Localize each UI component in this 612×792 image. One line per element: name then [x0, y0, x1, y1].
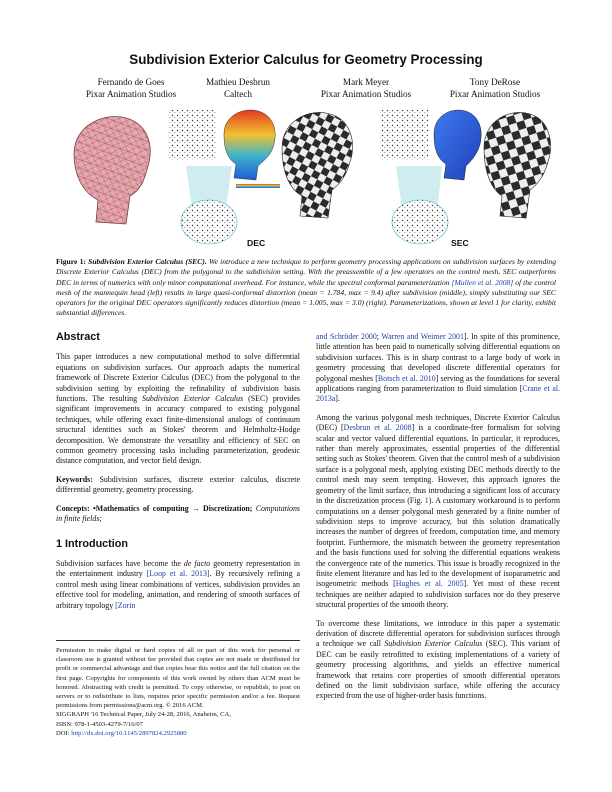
paragraph	[316, 619, 560, 702]
introduction-text	[56, 559, 300, 611]
caption-citation-link[interactable]: [Mullen et al. 2008]	[451, 277, 514, 287]
intro-text-part: . By recursively refining a control mesh using linear combinations of vertices, subdivision provides an effective tool for modeling, animation, and rendering of smooth surfaces of arbitrary topology	[56, 569, 300, 610]
intro-text-part: Subdivision surfaces have become the	[56, 558, 184, 568]
figure-label-sec: SEC	[451, 238, 469, 248]
keywords	[56, 475, 300, 496]
abstract-text-part: (SEC) provides significant improvements in accuracy compared to existing polygonal techniques, while offering exact finite-dimensional analogs of continuum structural identities such as Stokes' theorem and Helmholtz-Hodge decomposition. We demonstrate the versatility and efficiency of SEC on common geometry processing tasks including parameterization, geodesic distance computation, and vector field design.	[56, 394, 300, 466]
isbn-line: ISBN: 978-1-4503-4279-7/16/07	[56, 720, 143, 728]
paragraph-text: Among the various polygonal mesh techniques, Discrete Exterior Calculus (DEC) [	[316, 412, 560, 433]
caption-text: of the control mesh of the mannequin head (left) results in large quasi-conformal distortion (mean = 1.784, max = 9.4) after subdivision (middle), simply substituting our SEC operators for the original DEC operators significantly reduces distortion (mean = 1.005, max = 3.0) (right). Parameterizations, shown at level 1 for clarity, exhibit substantial differences.	[56, 277, 556, 318]
paragraph-text: ] serving as the foundations for several applications ranging from parameterization to fluid simulation [	[316, 373, 560, 394]
citation-link[interactable]: [Zorin	[115, 600, 136, 610]
doi-label: DOI:	[56, 729, 72, 737]
concepts-label: Concepts: •Mathematics of computing → Discretization;	[56, 503, 253, 513]
citation-link[interactable]: and Schröder 2000	[316, 332, 377, 341]
abstract-text	[56, 352, 300, 466]
intro-text-part: geometry representation in the entertainment industry	[56, 558, 300, 579]
concepts-text: Computations in finite fields;	[56, 503, 300, 524]
paragraph-emphasis: Subdivision Exterior Calculus	[384, 639, 483, 649]
author-name: Mathieu Desbrun	[205, 77, 271, 87]
caption-text: We introduce a new technique to perform geometry processing applications on subdivision surfaces by extending Discrete Exterior Calculus (DEC) from the polygonal to the subdivision setting. With the preassemble of a few operators on the control mesh, SEC outperforms DEC in terms of numerics with only minor computational overhead. For instance, while the spectral conformal parameterization	[56, 257, 556, 287]
figure-label-dec: DEC	[247, 238, 266, 248]
permission-text: Permission to make digital or hard copies of all or part of this work for personal or classroom use is granted without fee provided that copies are not made or distributed for profit or commercial advantage and that copies bear this notice and the full citation on the first page. Copyrights for components of this work owned by others than ACM must be honored. Abstracting with credit is permitted. To copy otherwise, or republish, to post on servers or to redistribute to lists, requires prior specific permission and/or a fee. Request permissions from permissions@acm.org. © 2016 ACM.	[56, 647, 300, 710]
paragraph-text: To overcome these limitations, we introduce in this paper a systematic derivation of discrete differential operators for subdivision surfaces through a technique we call	[316, 618, 560, 649]
intro-text-emphasis: de facto	[183, 558, 211, 568]
paragraph-text: ;	[376, 332, 382, 341]
paragraph-text: ].	[335, 394, 340, 404]
figure-reference-link[interactable]: 1	[424, 496, 429, 506]
paragraph-text: ] is a coordinate-free formalism for solving scalar and vector valued differential equations. In particular, it reproduces, rather than merely approximates, essential properties of the differential setting such as Stokes' theorem. Given that the control mesh of a subdivision surface is a polygonal mesh, applying existing DEC methods directly to the control mesh may seem tempting. However, this approach ignores the geometry of the limit surface, thus introducing a significant loss of accuracy in the discretization process (Fig.	[316, 423, 561, 506]
author-affiliation: Pixar Animation Studios	[320, 89, 412, 99]
introduction-heading: 1 Introduction	[56, 537, 128, 550]
caption-title: Subdivision Exterior Calculus (SEC).	[88, 257, 207, 266]
keywords-text: Subdivision surfaces, discrete exterior calculus, discrete differential geometry, geometry processing.	[56, 474, 300, 495]
paragraph-text: ]. In spite of this prominence, little attention has been paid to numerically solving differential equations on subdivision surfaces. This is in sharp contrast to a large body of work in geometry processing that developed discrete differential operators for polygonal meshes [	[316, 332, 560, 383]
doi-link[interactable]: http://dx.doi.org/10.1145/2897824.2925880	[71, 729, 187, 737]
teaser-figure	[56, 104, 556, 254]
author-affiliation: Pixar Animation Studios	[449, 89, 541, 99]
author-4	[420, 76, 570, 100]
doi-line	[56, 729, 300, 738]
author-name: Tony DeRose	[469, 77, 521, 87]
left-column	[56, 332, 300, 619]
right-column	[316, 332, 560, 710]
paragraph	[316, 413, 560, 611]
caption-lead: Figure 1:	[56, 257, 86, 266]
citation-link[interactable]: Hughes et al. 2005	[395, 579, 464, 589]
paragraph-text: (SEC). This variant of DEC can be easily retrofitted to existing implementations of a variety of geometry processing algorithms, and yields an effective numerical framework that retains core properties of smooth differential operators defined on the limit subdivision surface, while offering the accuracy expected from the use of higher-order basis functions.	[316, 639, 560, 701]
abstract-text-part: This paper introduces a new computational method to solve differential equations on subdivision surfaces. Our approach adapts the numerical framework of Discrete Exterior Calculus (DEC) from the polygonal to the subdivision setting by exploiting the refinability of subdivision basis functions. The resulting	[56, 352, 300, 404]
citation-link[interactable]: Botsch et al. 2010	[377, 373, 436, 383]
paragraph-text: ). A customary workaround is to perform computations on a denser polygonal mesh generated by a finite number of subdivision steps to improve accuracy, but this solution dramatically increases the number of degrees of freedom, computation time, and memory footprint. Furthermore, the mismatch between the geometry representation and the basis functions used for solving the differential equations weakens the convergence rate of the numerics. This issue is broadly recognized in the finite element literature and has led to the development of isoparametric and isogeometric methods [	[316, 496, 561, 589]
abstract-heading: Abstract	[56, 331, 100, 343]
citation-link[interactable]: Warren and Weimer 2001	[381, 332, 464, 341]
author-3	[291, 76, 441, 100]
paragraph	[316, 332, 560, 405]
author-affiliation: Pixar Animation Studios	[85, 89, 177, 99]
paper-title: Subdivision Exterior Calculus for Geometry Processing	[129, 52, 483, 67]
concepts	[56, 504, 300, 525]
author-affiliation: Caltech	[223, 89, 253, 99]
keywords-label: Keywords:	[56, 474, 93, 484]
conference-line: SIGGRAPH '16 Technical Paper, July 24-28, 2016, Anaheim, CA,	[56, 711, 231, 719]
citation-link[interactable]: Crane et al. 2013a	[316, 384, 560, 404]
citation-link[interactable]: Desbrun et al. 2008	[343, 423, 412, 433]
author-name: Mark Meyer	[342, 77, 390, 87]
figure-caption	[56, 257, 556, 319]
author-name: Fernando de Goes	[97, 77, 165, 87]
permission-block	[56, 640, 300, 738]
citation-link[interactable]: [Loop et al. 2013]	[146, 569, 210, 579]
paragraph-text: ]. Yet most of these recent techniques are neither adapted to subdivision surfaces nor do they preserve structural properties of the smooth theory.	[316, 579, 560, 610]
abstract-text-emphasis: Subdivision Exterior Calculus	[142, 394, 244, 404]
